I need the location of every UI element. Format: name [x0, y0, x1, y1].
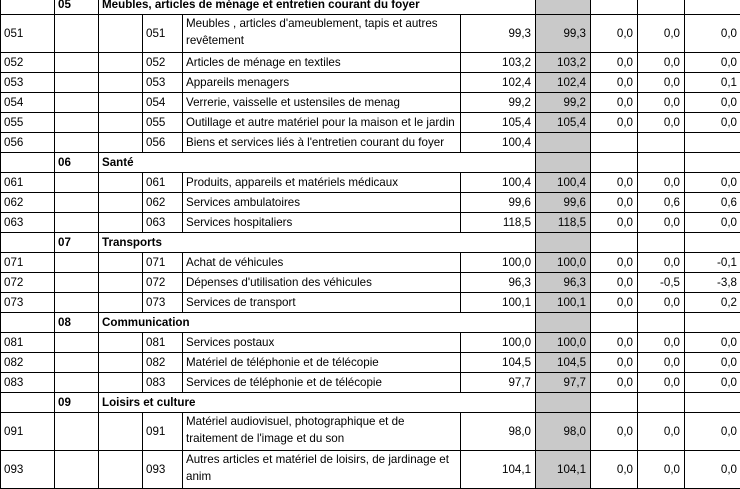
variation-value: 0,0 [591, 373, 638, 393]
group-header-row [1, 153, 740, 173]
empty-cell [55, 353, 99, 373]
index-value: 105,4 [461, 113, 536, 133]
group-empty-cell [1, 0, 55, 15]
variation-value [638, 133, 685, 153]
index-value: 99,3 [461, 15, 536, 53]
index-value: 104,5 [461, 353, 536, 373]
table-row [1, 133, 740, 153]
empty-cell [99, 93, 143, 113]
group-empty-cell [685, 393, 740, 413]
sub-code: 073 [143, 293, 183, 313]
empty-cell [55, 293, 99, 313]
empty-cell [99, 53, 143, 73]
group-shaded-cell [536, 313, 591, 333]
group-empty-cell [638, 313, 685, 333]
group-code: 09 [55, 393, 99, 413]
variation-value: 0,0 [638, 93, 685, 113]
index-value-shaded: 105,4 [536, 113, 591, 133]
variation-value: 0,2 [685, 293, 740, 313]
empty-cell [55, 53, 99, 73]
empty-cell [55, 133, 99, 153]
item-label: Meubles , articles d'ameublement, tapis et autres revêtement [183, 15, 461, 53]
index-value-shaded: 100,4 [536, 173, 591, 193]
variation-value: 0,0 [638, 451, 685, 489]
group-empty-cell [591, 313, 638, 333]
empty-cell [99, 273, 143, 293]
sub-code: 093 [143, 451, 183, 489]
empty-cell [99, 373, 143, 393]
sub-code: 083 [143, 373, 183, 393]
table-row [1, 413, 740, 451]
group-code: 08 [55, 313, 99, 333]
index-value-shaded: 98,0 [536, 413, 591, 451]
item-label: Achat de véhicules [183, 253, 461, 273]
variation-value: 0,0 [638, 373, 685, 393]
variation-value: 0,0 [685, 451, 740, 489]
item-label: Matériel audiovisuel, photographique et de traitement de l'image et du son [183, 413, 461, 451]
variation-value: 0,0 [591, 353, 638, 373]
item-code: 073 [1, 293, 55, 313]
table-row [1, 53, 740, 73]
item-code: 072 [1, 273, 55, 293]
variation-value: 0,0 [591, 213, 638, 233]
variation-value: -0,5 [638, 273, 685, 293]
item-code: 054 [1, 93, 55, 113]
variation-value: 0,0 [685, 353, 740, 373]
index-value: 99,2 [461, 93, 536, 113]
empty-cell [55, 15, 99, 53]
variation-value: 0,0 [638, 353, 685, 373]
item-code: 062 [1, 193, 55, 213]
empty-cell [55, 173, 99, 193]
item-label: Services postaux [183, 333, 461, 353]
group-empty-cell [591, 0, 638, 15]
variation-value: 0,0 [591, 413, 638, 451]
variation-value: 0,0 [638, 213, 685, 233]
item-label: Services ambulatoires [183, 193, 461, 213]
variation-value: 0,1 [685, 73, 740, 93]
index-value-shaded: 99,3 [536, 15, 591, 53]
variation-value: 0,0 [638, 173, 685, 193]
variation-value: 0,0 [638, 413, 685, 451]
variation-value: 0,0 [591, 113, 638, 133]
group-empty-cell [591, 233, 638, 253]
group-label: Santé [99, 153, 536, 173]
variation-value: 0,0 [591, 93, 638, 113]
variation-value: 0,0 [591, 15, 638, 53]
index-value-shaded: 97,7 [536, 373, 591, 393]
table-row [1, 15, 740, 53]
item-code: 053 [1, 73, 55, 93]
variation-value: 0,0 [591, 293, 638, 313]
empty-cell [99, 353, 143, 373]
table-row [1, 193, 740, 213]
group-empty-cell [1, 233, 55, 253]
index-value-shaded: 104,1 [536, 451, 591, 489]
item-label: Services de téléphonie et de télécopie [183, 373, 461, 393]
item-label: Autres articles et matériel de loisirs, de jardinage et anim [183, 451, 461, 489]
empty-cell [99, 173, 143, 193]
group-shaded-cell [536, 153, 591, 173]
variation-value: 0,0 [685, 173, 740, 193]
item-label: Matériel de téléphonie et de télécopie [183, 353, 461, 373]
group-empty-cell [685, 0, 740, 15]
variation-value: 0,0 [685, 373, 740, 393]
empty-cell [55, 253, 99, 273]
table-row [1, 273, 740, 293]
index-value: 102,4 [461, 73, 536, 93]
variation-value: 0,0 [591, 333, 638, 353]
sub-code: 051 [143, 15, 183, 53]
empty-cell [55, 273, 99, 293]
index-value: 96,3 [461, 273, 536, 293]
item-code: 055 [1, 113, 55, 133]
index-value: 99,6 [461, 193, 536, 213]
index-value-shaded: 102,4 [536, 73, 591, 93]
item-code: 082 [1, 353, 55, 373]
empty-cell [55, 73, 99, 93]
table-row [1, 373, 740, 393]
variation-value: 0,0 [685, 53, 740, 73]
variation-value: 0,0 [638, 293, 685, 313]
variation-value: -3,8 [685, 273, 740, 293]
index-value-shaded: 100,0 [536, 333, 591, 353]
index-value-shaded: 100,1 [536, 293, 591, 313]
group-header-row [1, 393, 740, 413]
item-code: 083 [1, 373, 55, 393]
variation-value: 0,0 [685, 333, 740, 353]
item-label: Appareils menagers [183, 73, 461, 93]
variation-value: 0,0 [685, 213, 740, 233]
variation-value: 0,0 [638, 15, 685, 53]
group-shaded-cell [536, 393, 591, 413]
variation-value: 0,0 [591, 53, 638, 73]
index-value: 98,0 [461, 413, 536, 451]
item-label: Biens et services liés à l'entretien courant du foyer [183, 133, 461, 153]
table-row [1, 333, 740, 353]
item-label: Services de transport [183, 293, 461, 313]
group-code: 05 [55, 0, 99, 15]
empty-cell [99, 193, 143, 213]
empty-cell [99, 213, 143, 233]
group-label: Transports [99, 233, 536, 253]
index-value: 100,1 [461, 293, 536, 313]
item-label: Outillage et autre matériel pour la maison et le jardin [183, 113, 461, 133]
group-shaded-cell [536, 233, 591, 253]
index-value: 97,7 [461, 373, 536, 393]
item-code: 081 [1, 333, 55, 353]
group-label: Loisirs et culture [99, 393, 536, 413]
table-row [1, 113, 740, 133]
index-value: 103,2 [461, 53, 536, 73]
index-value-shaded: 118,5 [536, 213, 591, 233]
index-value-shaded [536, 133, 591, 153]
group-empty-cell [685, 233, 740, 253]
variation-value: 0,0 [685, 15, 740, 53]
item-label: Dépenses d'utilisation des véhicules [183, 273, 461, 293]
item-label: Verrerie, vaisselle et ustensiles de menag [183, 93, 461, 113]
group-empty-cell [1, 313, 55, 333]
sub-code: 054 [143, 93, 183, 113]
variation-value: 0,0 [591, 173, 638, 193]
group-empty-cell [591, 393, 638, 413]
table-row [1, 353, 740, 373]
group-label: Communication [99, 313, 536, 333]
sub-code: 055 [143, 113, 183, 133]
group-header-row [1, 313, 740, 333]
variation-value: 0,6 [685, 193, 740, 213]
sub-code: 052 [143, 53, 183, 73]
variation-value: 0,0 [591, 253, 638, 273]
group-empty-cell [638, 153, 685, 173]
item-label: Services hospitaliers [183, 213, 461, 233]
sub-code: 082 [143, 353, 183, 373]
group-empty-cell [685, 313, 740, 333]
table-row [1, 213, 740, 233]
sub-code: 056 [143, 133, 183, 153]
variation-value: 0,0 [638, 73, 685, 93]
empty-cell [55, 93, 99, 113]
item-code: 052 [1, 53, 55, 73]
variation-value: 0,0 [685, 93, 740, 113]
variation-value: 0,0 [685, 113, 740, 133]
table-row [1, 173, 740, 193]
index-value-shaded: 104,5 [536, 353, 591, 373]
empty-cell [99, 15, 143, 53]
empty-cell [55, 333, 99, 353]
index-value: 100,0 [461, 253, 536, 273]
group-header-row [1, 233, 740, 253]
group-empty-cell [1, 153, 55, 173]
group-shaded-cell [536, 0, 591, 15]
item-code: 056 [1, 133, 55, 153]
empty-cell [99, 413, 143, 451]
table-row [1, 73, 740, 93]
group-code: 06 [55, 153, 99, 173]
item-label: Produits, appareils et matériels médicaux [183, 173, 461, 193]
item-label: Articles de ménage en textiles [183, 53, 461, 73]
variation-value: 0,6 [638, 193, 685, 213]
variation-value [591, 133, 638, 153]
group-empty-cell [638, 233, 685, 253]
empty-cell [55, 193, 99, 213]
variation-value [685, 133, 740, 153]
group-empty-cell [1, 393, 55, 413]
item-code: 051 [1, 15, 55, 53]
group-empty-cell [591, 153, 638, 173]
empty-cell [99, 333, 143, 353]
index-value: 100,4 [461, 133, 536, 153]
variation-value: 0,0 [591, 73, 638, 93]
sub-code: 061 [143, 173, 183, 193]
index-value: 100,4 [461, 173, 536, 193]
item-code: 093 [1, 451, 55, 489]
empty-cell [99, 73, 143, 93]
item-code: 061 [1, 173, 55, 193]
item-code: 063 [1, 213, 55, 233]
empty-cell [99, 113, 143, 133]
empty-cell [55, 213, 99, 233]
sub-code: 062 [143, 193, 183, 213]
index-value-shaded: 99,2 [536, 93, 591, 113]
group-empty-cell [638, 393, 685, 413]
index-value-shaded: 96,3 [536, 273, 591, 293]
sub-code: 072 [143, 273, 183, 293]
empty-cell [99, 293, 143, 313]
index-value-shaded: 100,0 [536, 253, 591, 273]
variation-value: -0,1 [685, 253, 740, 273]
sub-code: 091 [143, 413, 183, 451]
variation-value: 0,0 [685, 413, 740, 451]
group-label: Meubles, articles de ménage et entretien courant du foyer [99, 0, 536, 15]
item-code: 071 [1, 253, 55, 273]
item-code: 091 [1, 413, 55, 451]
variation-value: 0,0 [638, 113, 685, 133]
group-header-row [1, 0, 740, 15]
empty-cell [55, 373, 99, 393]
index-value-shaded: 99,6 [536, 193, 591, 213]
table-row [1, 253, 740, 273]
table-row [1, 293, 740, 313]
group-empty-cell [638, 0, 685, 15]
index-value-shaded: 103,2 [536, 53, 591, 73]
index-value: 100,0 [461, 333, 536, 353]
group-empty-cell [685, 153, 740, 173]
index-value: 118,5 [461, 213, 536, 233]
sub-code: 053 [143, 73, 183, 93]
variation-value: 0,0 [591, 451, 638, 489]
variation-value: 0,0 [591, 193, 638, 213]
table-row [1, 93, 740, 113]
group-code: 07 [55, 233, 99, 253]
sub-code: 071 [143, 253, 183, 273]
empty-cell [55, 413, 99, 451]
index-value: 104,1 [461, 451, 536, 489]
sub-code: 081 [143, 333, 183, 353]
variation-value: 0,0 [638, 253, 685, 273]
empty-cell [55, 113, 99, 133]
variation-value: 0,0 [638, 333, 685, 353]
sub-code: 063 [143, 213, 183, 233]
empty-cell [99, 253, 143, 273]
variation-value: 0,0 [591, 273, 638, 293]
empty-cell [99, 133, 143, 153]
variation-value: 0,0 [638, 53, 685, 73]
